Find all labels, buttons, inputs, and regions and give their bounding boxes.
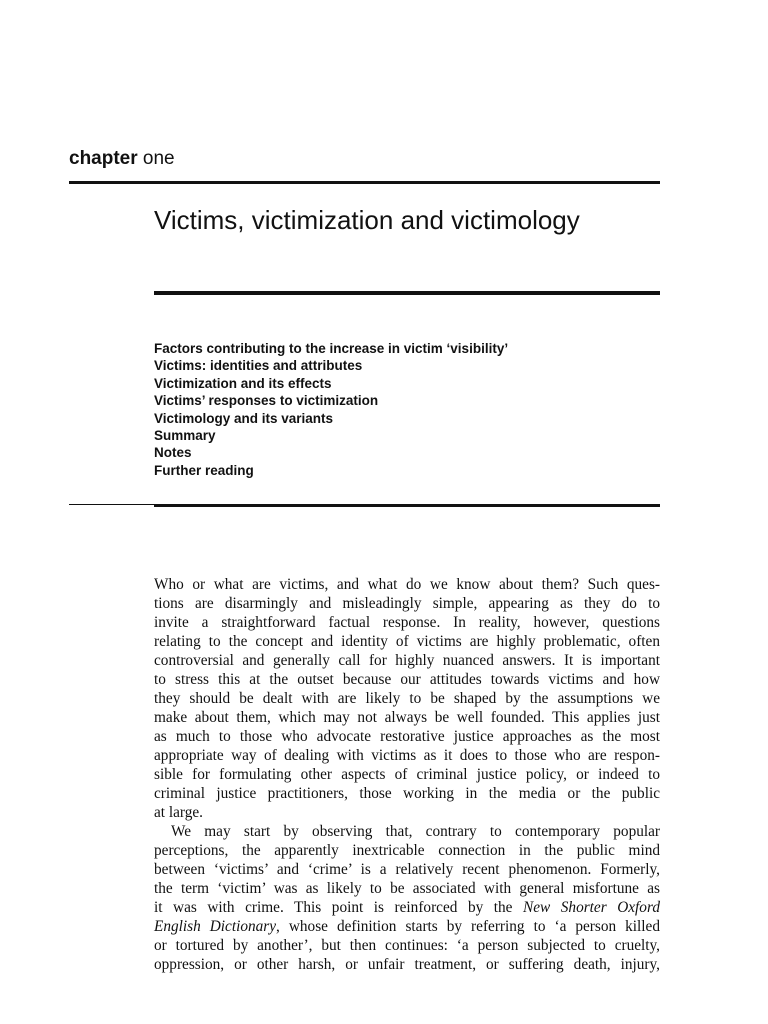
body-line: relating to the concept and identity of victims are highly problematic, often bbox=[154, 633, 660, 650]
body-line-segment: , whose definition starts by referring to ‘a person killed bbox=[276, 918, 660, 935]
contents-item: Factors contributing to the increase in victim ‘visibility’ bbox=[154, 341, 509, 356]
chapter-contents-list bbox=[154, 340, 508, 479]
body-line: criminal justice practitioners, those working in the media or the public bbox=[154, 785, 660, 802]
body-line: appropriate way of dealing with victims as it does to those who are respon- bbox=[154, 747, 660, 764]
body-line: sible for formulating other aspects of criminal justice policy, or indeed to bbox=[154, 766, 660, 783]
chapter-number: one bbox=[142, 148, 175, 169]
contents-item: Victimization and its effects bbox=[154, 375, 332, 391]
contents-item: Victimology and its variants bbox=[154, 410, 334, 426]
body-line: make about them, which may not always be well founded. This applies just bbox=[154, 709, 660, 726]
body-line: the term ‘victim’ was as likely to be associated with general misfortune as bbox=[154, 880, 660, 897]
chapter-title: Victims, victimization and victimology bbox=[154, 205, 580, 235]
body-line: Who or what are victims, and what do we know about them? Such ques- bbox=[154, 576, 660, 593]
body-line-segment: it was with crime. This point is reinforced by the bbox=[154, 899, 524, 916]
body-line: as much to those who advocate restorative justice approaches as the most bbox=[154, 728, 660, 745]
title-rule bbox=[154, 291, 660, 295]
chapter-label bbox=[69, 147, 175, 171]
contents-item: Victims: identities and attributes bbox=[154, 358, 363, 374]
body-line: to stress this at the outset because our attitudes towards victims and how bbox=[154, 671, 660, 688]
book-title-italic: English Dictionary bbox=[154, 918, 277, 935]
top-rule bbox=[69, 181, 660, 184]
contents-item: Notes bbox=[154, 445, 192, 461]
contents-item: Summary bbox=[154, 428, 216, 444]
contents-rule-left bbox=[69, 504, 155, 505]
contents-item: Victims’ responses to victimization bbox=[154, 393, 379, 409]
body-line: oppression, or other harsh, or unfair treatment, or suffering death, injury, bbox=[154, 956, 660, 973]
body-line: controversial and generally call for highly nuanced answers. It is important bbox=[154, 652, 660, 669]
body-line: perceptions, the apparently inextricable connection in the public mind bbox=[154, 842, 660, 859]
body-line: they should be dealt with are likely to be shaped by the assumptions we bbox=[154, 690, 660, 707]
contents-rule bbox=[154, 504, 660, 507]
body-line-with-title bbox=[154, 917, 660, 936]
chapter-word: chapter bbox=[69, 148, 138, 169]
body-line: invite a straightforward factual response. In reality, however, questions bbox=[154, 614, 660, 631]
book-title-italic: New Shorter Oxford bbox=[523, 899, 660, 916]
body-line: We may start by observing that, contrary to contemporary popular bbox=[171, 823, 660, 840]
body-line: between ‘victims’ and ‘crime’ is a relatively recent phenomenon. Formerly, bbox=[154, 861, 660, 878]
body-line-with-title bbox=[154, 898, 660, 917]
body-text bbox=[154, 575, 660, 974]
body-line: at large. bbox=[154, 804, 203, 821]
contents-item: Further reading bbox=[154, 462, 254, 478]
body-line: tions are disarmingly and misleadingly simple, appearing as they do to bbox=[154, 595, 660, 612]
body-line: or tortured by another’, but then continues: ‘a person subjected to cruelty, bbox=[154, 937, 660, 954]
